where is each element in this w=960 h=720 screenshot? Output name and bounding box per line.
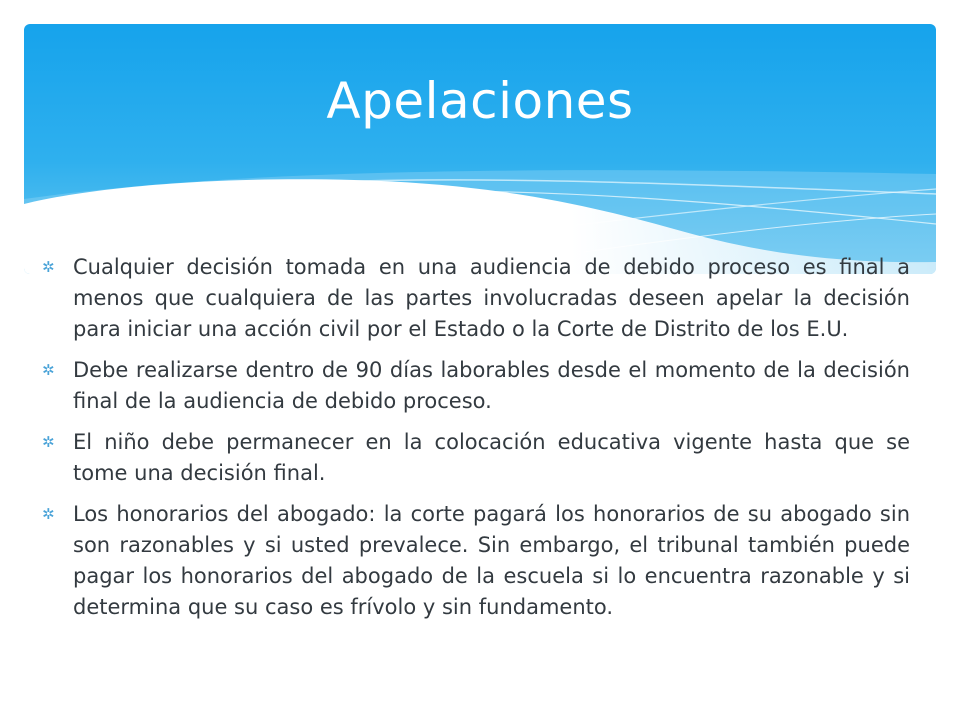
bullet-text: Cualquier decisión tomada en una audiencia de debido proceso es final a menos que cualquiera de las partes involucradas deseen apelar la decisión para iniciar una acción civil por el Estado o la Corte de Distrito de los E.U.	[73, 255, 910, 341]
bullet-item	[42, 499, 910, 623]
bullet-list	[42, 252, 910, 633]
asterisk-icon: ✲	[42, 361, 55, 379]
bullet-item	[42, 427, 910, 489]
header-banner	[24, 24, 936, 274]
bullet-text: Los honorarios del abogado: la corte pagará los honorarios de su abogado sin son razonables y si usted prevalece. Sin embargo, el tribunal también puede pagar los honorarios del abogado de la escuela si lo encuentra razonable y si determina que su caso es frívolo y sin fundamento.	[73, 502, 910, 619]
asterisk-icon: ✲	[42, 505, 55, 523]
bullet-text: Debe realizarse dentro de 90 días laborables desde el momento de la decisión final de la audiencia de debido proceso.	[73, 358, 910, 413]
asterisk-icon: ✲	[42, 433, 55, 451]
bullet-item	[42, 355, 910, 417]
slide-title: Apelaciones	[326, 72, 634, 130]
header-wave-background	[24, 24, 936, 274]
bullet-text: El niño debe permanecer en la colocación educativa vigente hasta que se tome una decisión final.	[73, 430, 910, 485]
asterisk-icon: ✲	[42, 258, 55, 276]
bullet-item	[42, 252, 910, 345]
